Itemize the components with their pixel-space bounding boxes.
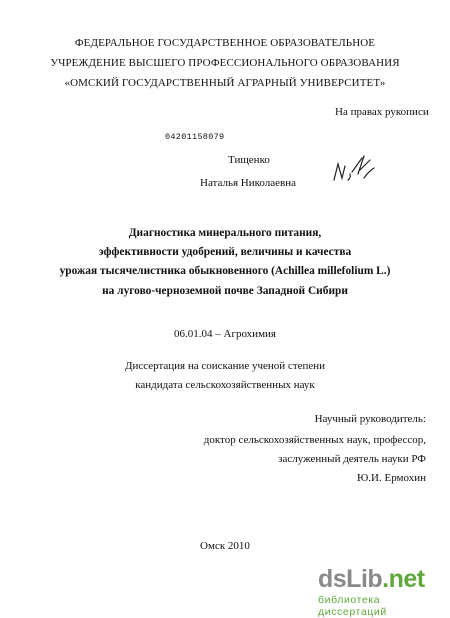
title-line-4: на лугово-черноземной почве Западной Сибири — [102, 285, 348, 297]
supervisor-honor: заслуженный деятель науки РФ — [278, 453, 426, 465]
watermark-brand-text: dsLib.net — [318, 565, 425, 593]
catalog-number: 04201158079 — [165, 132, 225, 142]
watermark-logo — [318, 565, 446, 618]
title-line-1: Диагностика минерального питания, — [128, 227, 322, 239]
author-surname: Тищенко — [228, 154, 270, 166]
watermark-subtitle: библиотека диссертаций — [318, 594, 387, 618]
watermark-brand — [318, 565, 446, 594]
title-line-3: урожая тысячелистника обыкновенного (Achillea millefolium L.) — [59, 265, 391, 277]
specialty-code: 06.01.04 – Агрохимия — [174, 328, 276, 340]
degree-line-1: Диссертация на соискание ученой степени — [124, 360, 326, 372]
rights-note: На правах рукописи — [335, 106, 429, 118]
supervisor-label: Научный руководитель: — [314, 413, 426, 425]
institution-line-2: УЧРЕЖДЕНИЕ ВЫСШЕГО ПРОФЕССИОНАЛЬНОГО ОБРАЗОВАНИЯ — [50, 57, 400, 69]
title-line-2: эффективности удобрений, величины и качества — [98, 246, 352, 258]
institution-line-1: ФЕДЕРАЛЬНОЕ ГОСУДАРСТВЕННОЕ ОБРАЗОВАТЕЛЬНОЕ — [74, 37, 376, 49]
city-year: Омск 2010 — [200, 540, 250, 552]
institution-line-3: «ОМСКИЙ ГОСУДАРСТВЕННЫЙ АГРАРНЫЙ УНИВЕРСИТЕТ» — [64, 77, 386, 89]
supervisor-name: Ю.И. Ермохин — [356, 472, 426, 484]
supervisor-degree: доктор сельскохозяйственных наук, профессор, — [203, 434, 426, 446]
signature-image — [330, 150, 380, 190]
degree-line-2: кандидата сельскохозяйственных наук — [135, 379, 315, 391]
author-name: Наталья Николаевна — [200, 177, 296, 189]
